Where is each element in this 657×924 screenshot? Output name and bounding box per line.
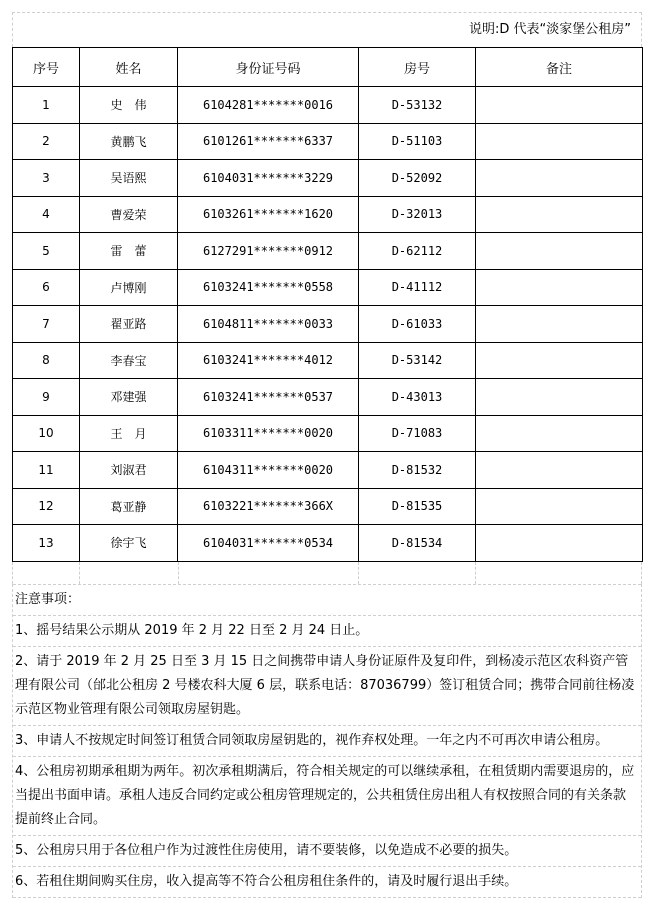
cell-remark [476, 269, 643, 306]
table-row [13, 379, 643, 416]
cell-id-number: 6103261*******1620 [178, 196, 359, 233]
cell-name: 卢博刚 [80, 269, 178, 306]
cell-number: 11 [13, 452, 80, 489]
cell-remark [476, 342, 643, 379]
cell-number: 6 [13, 269, 80, 306]
table-row [13, 306, 643, 343]
notes-section [12, 584, 642, 898]
cell-name: 王 月 [80, 415, 178, 452]
cell-name: 邓建强 [80, 379, 178, 416]
cell-number: 7 [13, 306, 80, 343]
cell-name: 刘淑君 [80, 452, 178, 489]
cell-room-number: D-81534 [359, 525, 476, 562]
cell-id-number: 6104811*******0033 [178, 306, 359, 343]
note-item-3: 3、申请人不按规定时间签订租赁合同领取房屋钥匙的，视作弃权处理。一年之内不可再次申请公租房。 [13, 725, 641, 756]
cell-remark [476, 196, 643, 233]
cell-name: 吴语熙 [80, 160, 178, 197]
cell-room-number: D-53142 [359, 342, 476, 379]
cell-room-number: D-32013 [359, 196, 476, 233]
table-row [13, 233, 643, 270]
cell-room-number: D-81535 [359, 488, 476, 525]
cell-number: 3 [13, 160, 80, 197]
cell-id-number: 6103241*******4012 [178, 342, 359, 379]
cell-remark [476, 123, 643, 160]
cell-remark [476, 160, 643, 197]
cell-id-number: 6103241*******0537 [178, 379, 359, 416]
column-header-name: 姓名 [80, 48, 178, 87]
allocation-table [12, 47, 643, 562]
cell-room-number: D-71083 [359, 415, 476, 452]
cell-name: 翟亚路 [80, 306, 178, 343]
note-item-4: 4、公租房初期承租期为两年。初次承租期满后，符合相关规定的可以继续承租，在租赁期内需要退房的，应当提出书面申请。承租人违反合同约定或公租房管理规定的，公共租赁住房出租人有权按照合同的有关条款提前终止合同。 [13, 756, 641, 835]
cell-room-number: D-62112 [359, 233, 476, 270]
cell-name: 史 伟 [80, 87, 178, 124]
table-row [13, 415, 643, 452]
cell-name: 李春宝 [80, 342, 178, 379]
cell-number: 2 [13, 123, 80, 160]
cell-id-number: 6103221*******366X [178, 488, 359, 525]
cell-id-number: 6104031*******0534 [178, 525, 359, 562]
column-header-id: 身份证号码 [178, 48, 359, 87]
column-header-remark: 备注 [476, 48, 643, 87]
cell-number: 13 [13, 525, 80, 562]
cell-room-number: D-53132 [359, 87, 476, 124]
cell-id-number: 6104281*******0016 [178, 87, 359, 124]
cell-number: 8 [13, 342, 80, 379]
cell-id-number: 6104311*******0020 [178, 452, 359, 489]
legend-caption: 说明:D 代表“淡家堡公租房” [12, 12, 642, 47]
column-header-no: 序号 [13, 48, 80, 87]
cell-remark [476, 452, 643, 489]
document-sheet [12, 12, 642, 898]
cell-remark [476, 233, 643, 270]
cell-name: 黄鹏飞 [80, 123, 178, 160]
cell-name: 徐宇飞 [80, 525, 178, 562]
cell-number: 12 [13, 488, 80, 525]
cell-id-number: 6101261*******6337 [178, 123, 359, 160]
cell-remark [476, 525, 643, 562]
table-row [13, 123, 643, 160]
table-row [13, 196, 643, 233]
cell-room-number: D-52092 [359, 160, 476, 197]
cell-room-number: D-81532 [359, 452, 476, 489]
note-item-5: 5、公租房只用于各位租户作为过渡性住房使用，请不要装修，以免造成不必要的损失。 [13, 835, 641, 866]
table-row [13, 525, 643, 562]
cell-room-number: D-41112 [359, 269, 476, 306]
table-row [13, 160, 643, 197]
cell-remark [476, 379, 643, 416]
cell-room-number: D-61033 [359, 306, 476, 343]
cell-number: 4 [13, 196, 80, 233]
cell-id-number: 6103241*******0558 [178, 269, 359, 306]
cell-number: 1 [13, 87, 80, 124]
blank-spacer-row [12, 562, 642, 584]
cell-remark [476, 415, 643, 452]
table-row [13, 452, 643, 489]
cell-number: 9 [13, 379, 80, 416]
cell-id-number: 6104031*******3229 [178, 160, 359, 197]
table-row [13, 488, 643, 525]
cell-number: 5 [13, 233, 80, 270]
cell-name: 雷 蕾 [80, 233, 178, 270]
cell-number: 10 [13, 415, 80, 452]
table-header-row [13, 48, 643, 87]
cell-remark [476, 306, 643, 343]
cell-id-number: 6127291*******0912 [178, 233, 359, 270]
column-header-room: 房号 [359, 48, 476, 87]
cell-name: 葛亚静 [80, 488, 178, 525]
cell-remark [476, 488, 643, 525]
notes-heading: 注意事项： [13, 584, 641, 615]
table-row [13, 269, 643, 306]
table-row [13, 87, 643, 124]
note-item-1: 1、摇号结果公示期从 2019 年 2 月 22 日至 2 月 24 日止。 [13, 615, 641, 646]
note-item-2: 2、请于 2019 年 2 月 25 日至 3 月 15 日之间携带申请人身份证原件及复印件，到杨凌示范区农科资产管理有限公司（邰北公租房 2 号楼农科大厦 6 层，联系电话：87036799）签订租赁合同；携带合同前往杨凌示范区物业管理有限公司领取房屋钥匙。 [13, 646, 641, 725]
cell-name: 曹爱荣 [80, 196, 178, 233]
cell-room-number: D-43013 [359, 379, 476, 416]
cell-id-number: 6103311*******0020 [178, 415, 359, 452]
cell-room-number: D-51103 [359, 123, 476, 160]
cell-remark [476, 87, 643, 124]
note-item-6: 6、若租住期间购买住房，收入提高等不符合公租房租住条件的，请及时履行退出手续。 [13, 866, 641, 898]
table-row [13, 342, 643, 379]
